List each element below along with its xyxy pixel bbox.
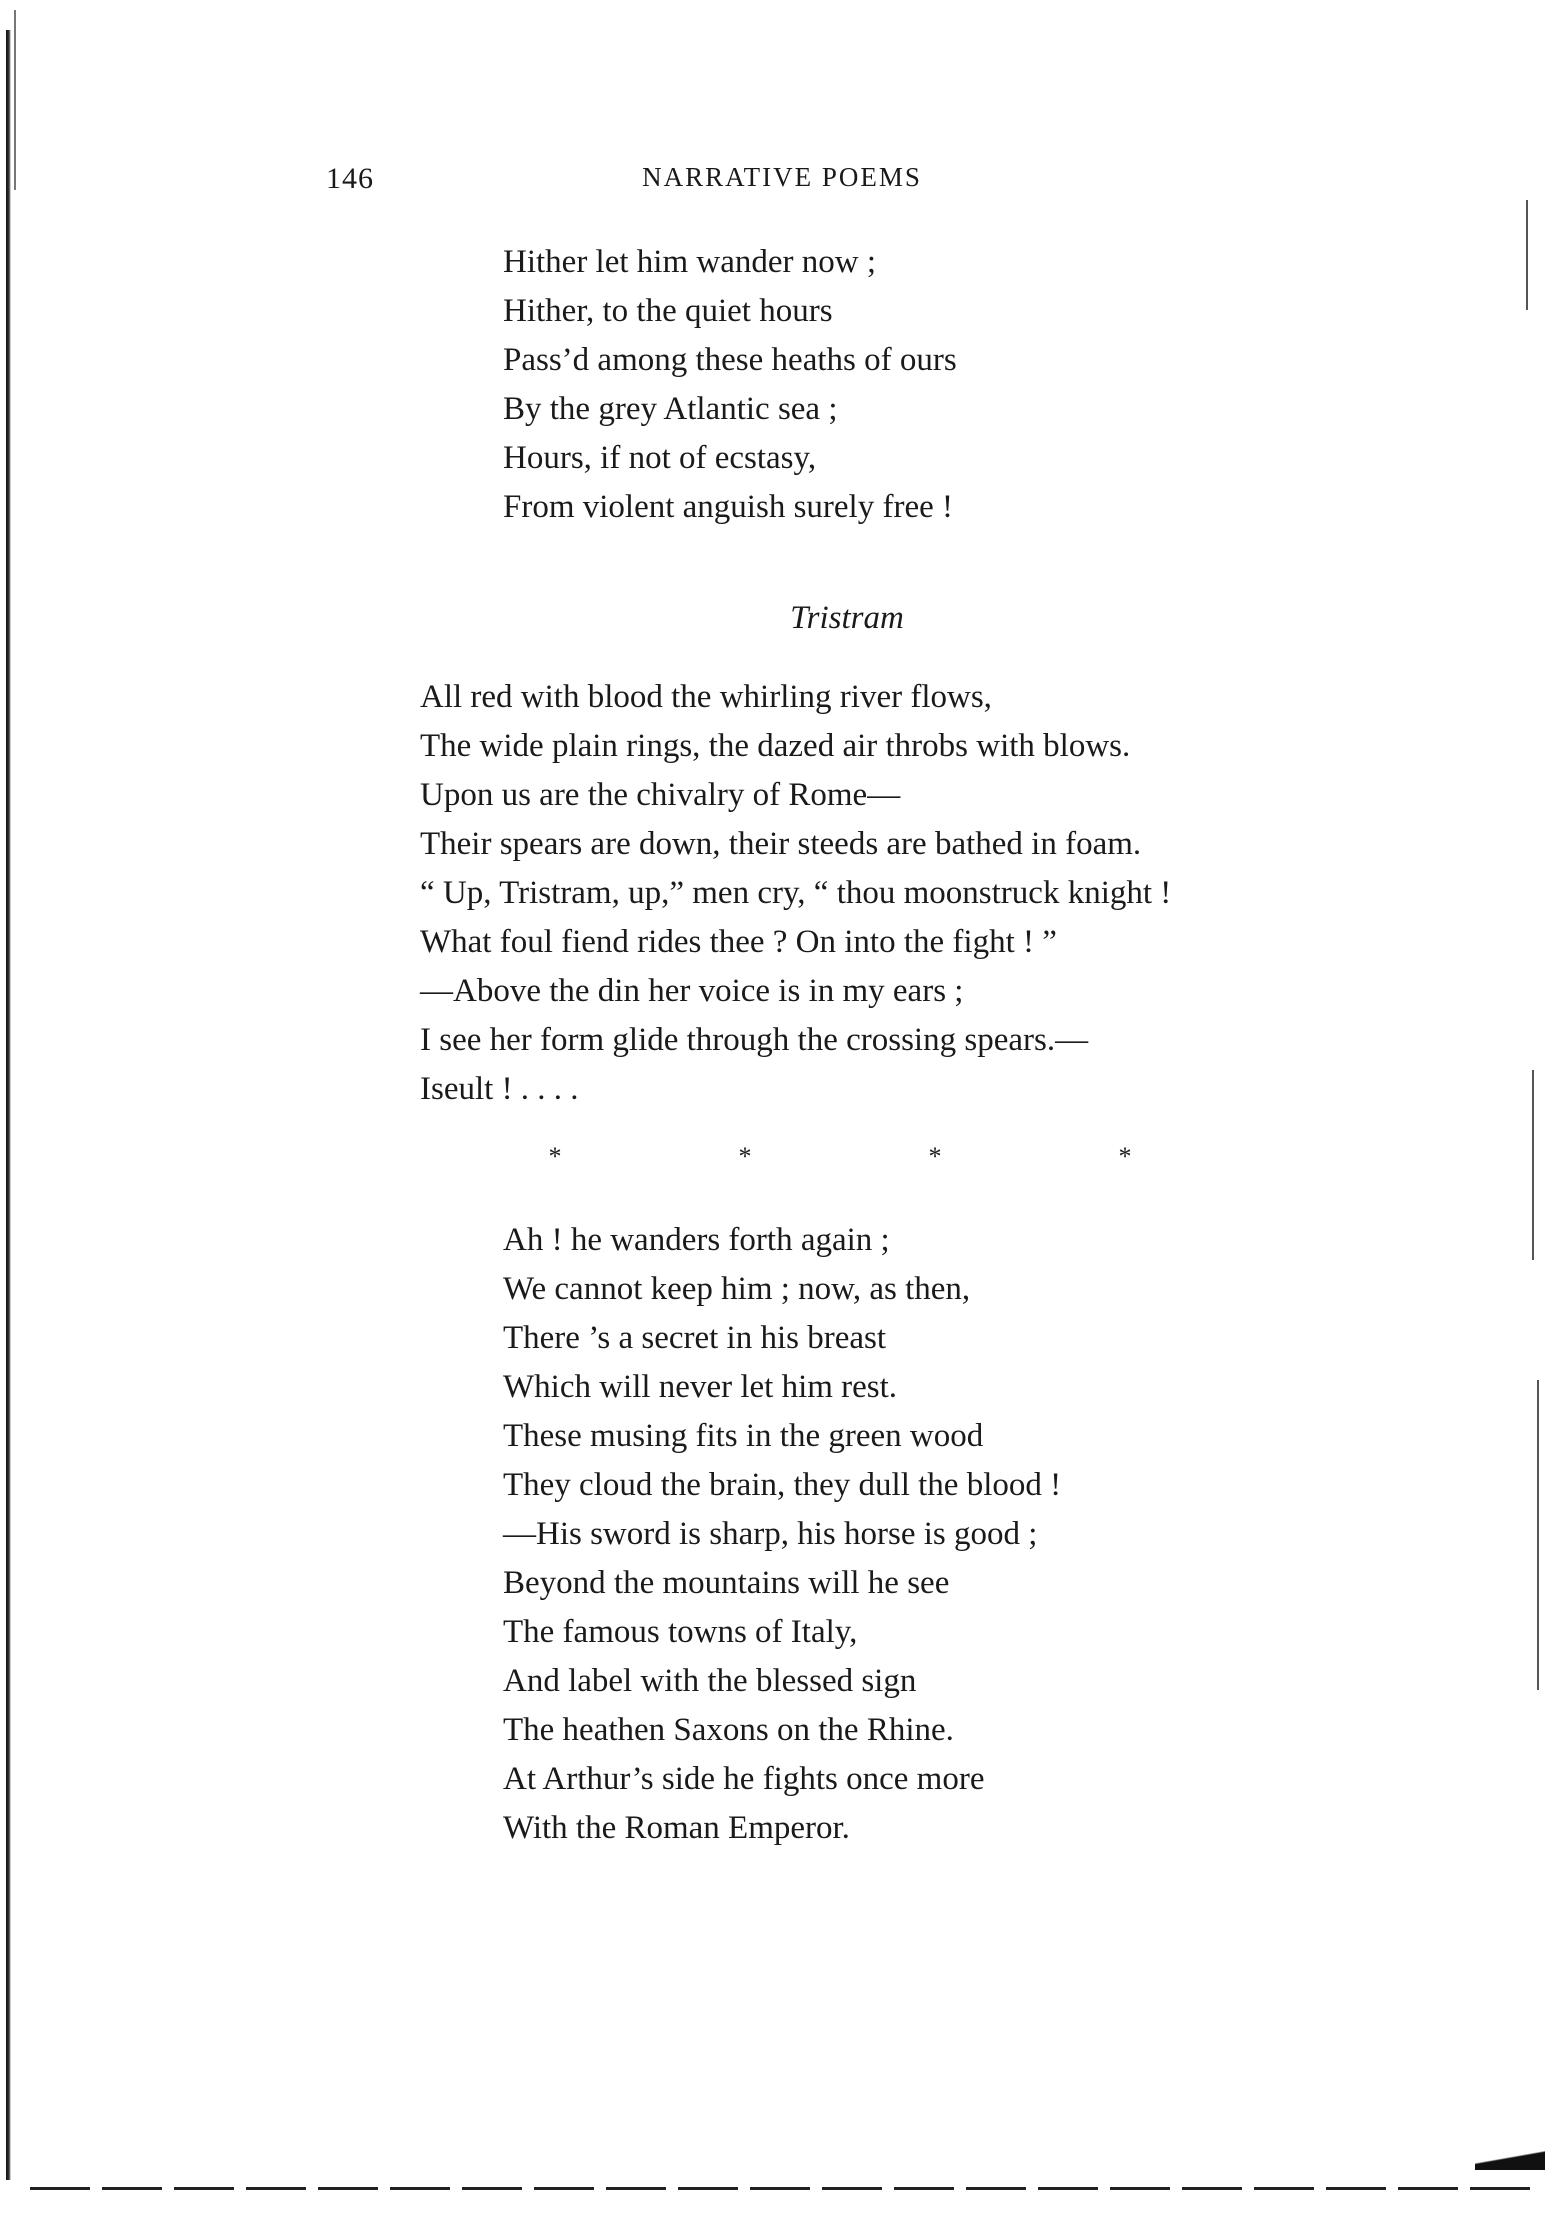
asterisk-ornament: * — [1118, 1142, 1132, 1171]
poem-line: Which will never let him rest. — [503, 1369, 898, 1405]
poem-line: I see her form glide through the crossing spears.— — [420, 1022, 1089, 1058]
poem-line: They cloud the brain, they dull the blood ! — [503, 1467, 1062, 1503]
poem-line: Iseult ! . . . . — [420, 1071, 579, 1107]
scan-margin-mark — [1532, 1070, 1534, 1260]
poem-line: Hither, to the quiet hours — [503, 293, 833, 329]
page-number: 146 — [326, 162, 374, 195]
poem-line: There ’s a secret in his breast — [503, 1320, 887, 1356]
scan-margin-mark — [1526, 200, 1528, 310]
poem-line: Hours, if not of ecstasy, — [503, 440, 817, 476]
asterisk-ornament: * — [548, 1142, 562, 1171]
poem-line: All red with blood the whirling river flows, — [420, 679, 992, 715]
poem-line: The wide plain rings, the dazed air throbs with blows. — [420, 728, 1131, 764]
poem-line: —His sword is sharp, his horse is good ; — [503, 1516, 1038, 1552]
poem-line: Hither let him wander now ; — [503, 244, 876, 280]
poem-line: With the Roman Emperor. — [503, 1810, 850, 1846]
poem-line: And label with the blessed sign — [503, 1663, 917, 1699]
poem-line: From violent anguish surely free ! — [503, 489, 953, 525]
poem-line: We cannot keep him ; now, as then, — [503, 1271, 971, 1307]
stanza-2 — [420, 673, 1171, 1114]
poem-line: Ah ! he wanders forth again ; — [503, 1222, 890, 1258]
poem-line: The heathen Saxons on the Rhine. — [503, 1712, 954, 1748]
poem-line: Their spears are down, their steeds are bathed in foam. — [420, 826, 1142, 862]
poem-line: Upon us are the chivalry of Rome— — [420, 777, 901, 813]
poem-line: —Above the din her voice is in my ears ; — [420, 973, 964, 1009]
asterisk-ornament: * — [928, 1142, 942, 1171]
stanza-3 — [503, 1216, 1061, 1853]
poem-line: These musing fits in the green wood — [503, 1418, 984, 1454]
stanza-1 — [503, 238, 957, 532]
running-head: NARRATIVE POEMS — [642, 162, 922, 192]
poem-line: The famous towns of Italy, — [503, 1614, 858, 1650]
scan-edge-bottom — [30, 2187, 1530, 2190]
poem-line: By the grey Atlantic sea ; — [503, 391, 838, 427]
scan-margin-mark — [1537, 1380, 1539, 1690]
poem-line: What foul fiend rides thee ? On into the fight ! ” — [420, 924, 1057, 960]
poem-line: At Arthur’s side he fights once more — [503, 1761, 985, 1797]
asterisk-ornament: * — [738, 1142, 752, 1171]
scan-edge-left — [6, 30, 11, 2180]
poem-line: Pass’d among these heaths of ours — [503, 342, 957, 378]
poem-line: “ Up, Tristram, up,” men cry, “ thou moonstruck knight ! — [420, 875, 1172, 911]
scan-corner-mark — [1475, 2150, 1545, 2170]
section-title: Tristram — [790, 600, 904, 636]
poem-line: Beyond the mountains will he see — [503, 1565, 950, 1601]
section-break-ornament — [540, 1142, 1140, 1172]
